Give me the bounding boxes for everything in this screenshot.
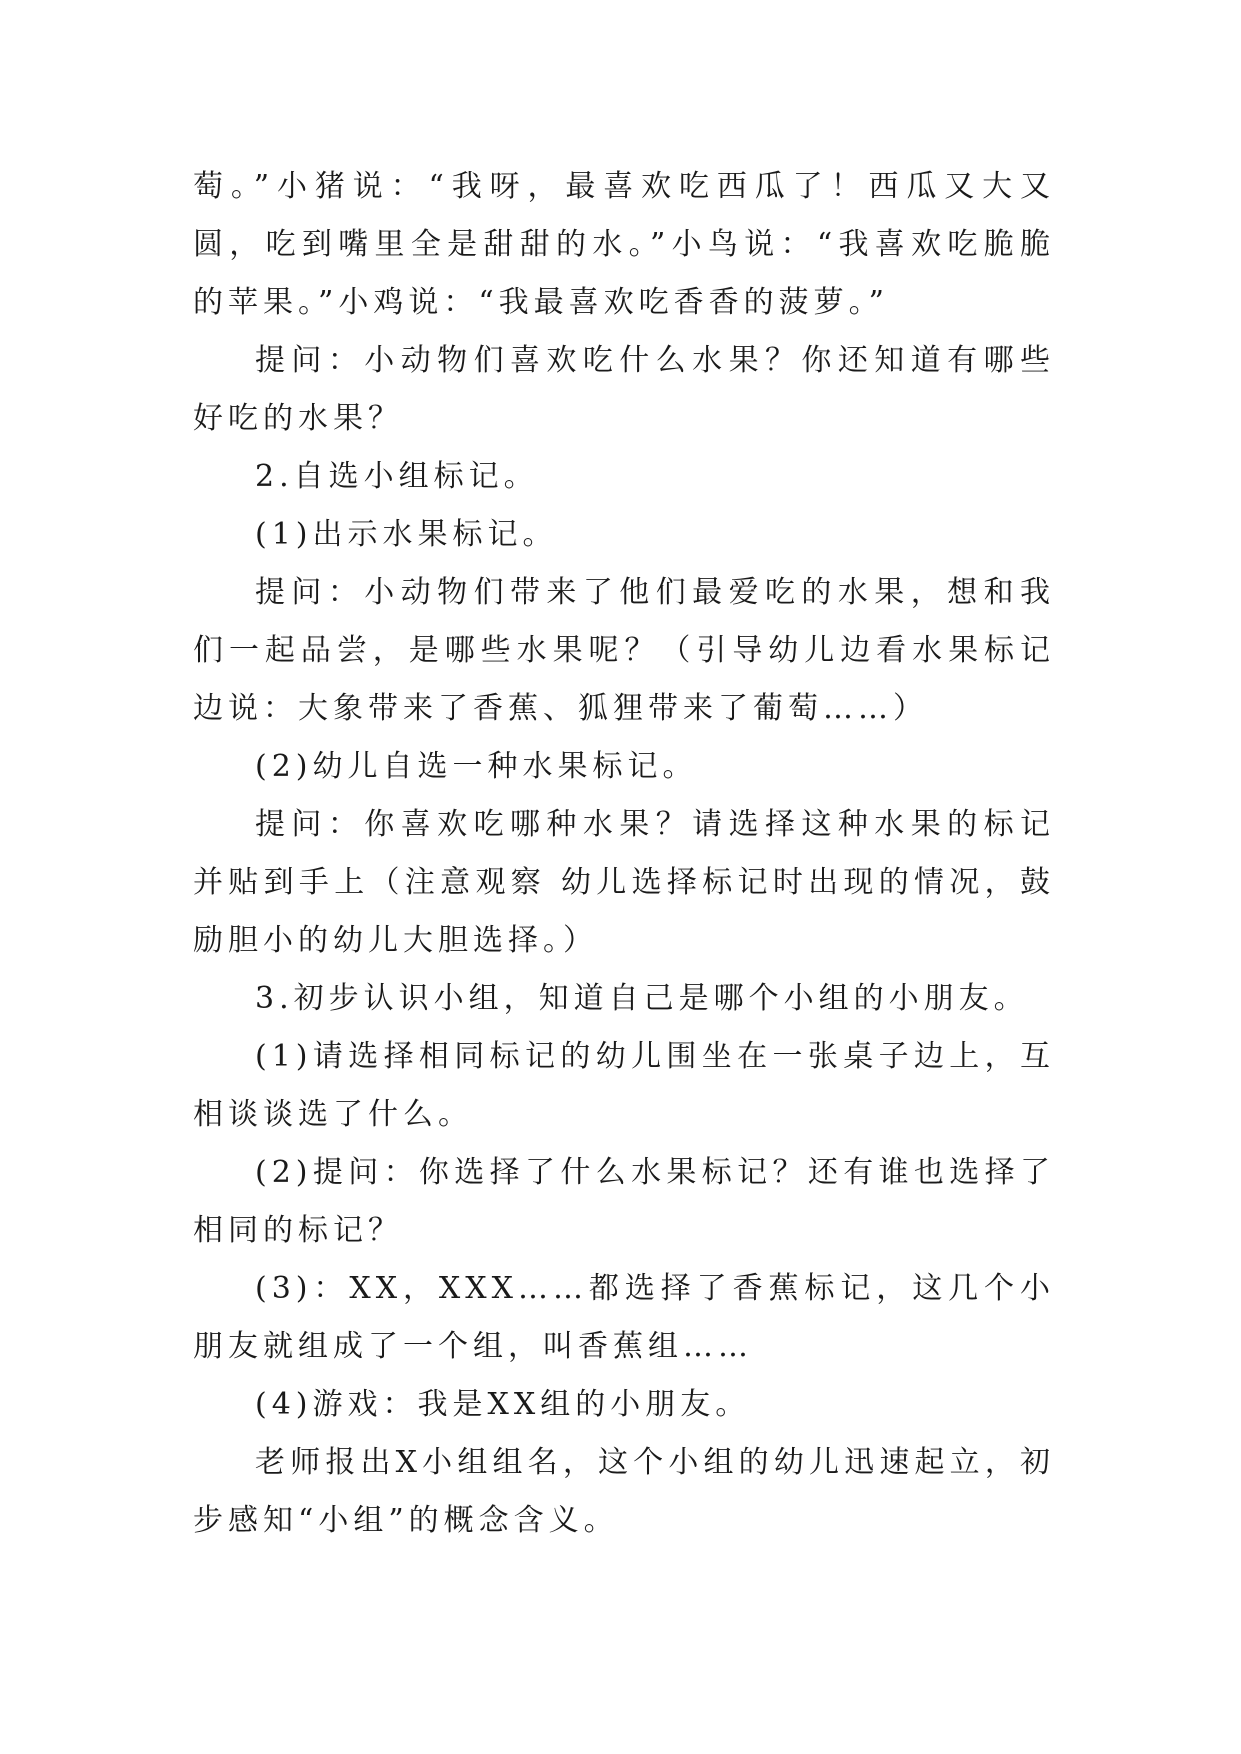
paragraph-step-2-1: (1)出示水果标记。: [255, 517, 558, 552]
paragraph-step-2-heading: 2.自选小组标记。: [255, 459, 539, 494]
paragraph-step-3-3: (3)：XX，XXX……都选择了香蕉标记，这几个小朋友就组成了一个组，叫香蕉组……: [193, 1271, 1055, 1364]
paragraph-step-3-heading: 3.初步认识小组，知道自己是哪个小组的小朋友。: [255, 981, 1029, 1016]
paragraph-step-2-2: (2)幼儿自选一种水果标记。: [255, 749, 698, 784]
paragraph-step-3-2: (2)提问：你选择了什么水果标记？还有谁也选择了相同的标记？: [193, 1155, 1055, 1248]
paragraph-question-marks: 提问：小动物们带来了他们最爱吃的水果，想和我们一起品尝，是哪些水果呢？（引导幼儿边看水果标记边说：大象带来了香蕉、狐狸带来了葡萄……）: [193, 575, 1055, 726]
paragraph-teacher-game: 老师报出X小组组名，这个小组的幼儿迅速起立，初步感知“小组”的概念含义。: [193, 1445, 1055, 1538]
paragraph-step-3-4: (4)游戏：我是XX组的小朋友。: [255, 1387, 751, 1422]
paragraph-step-3-1: (1)请选择相同标记的幼儿围坐在一张桌子边上，互相谈谈选了什么。: [193, 1039, 1055, 1132]
document-body: [193, 158, 1055, 1550]
paragraph-question-fruits: 提问：小动物们喜欢吃什么水果？你还知道有哪些好吃的水果？: [193, 343, 1055, 436]
paragraph-continued: 萄。”小猪说：“我呀，最喜欢吃西瓜了！西瓜又大又圆，吃到嘴里全是甜甜的水。”小鸟说：“我喜欢吃脆脆的苹果。”小鸡说：“我最喜欢吃香香的菠萝。”: [193, 169, 1055, 320]
paragraph-question-choose: 提问：你喜欢吃哪种水果？请选择这种水果的标记并贴到手上（注意观察 幼儿选择标记时出现的情况，鼓励胆小的幼儿大胆选择。）: [193, 807, 1055, 958]
